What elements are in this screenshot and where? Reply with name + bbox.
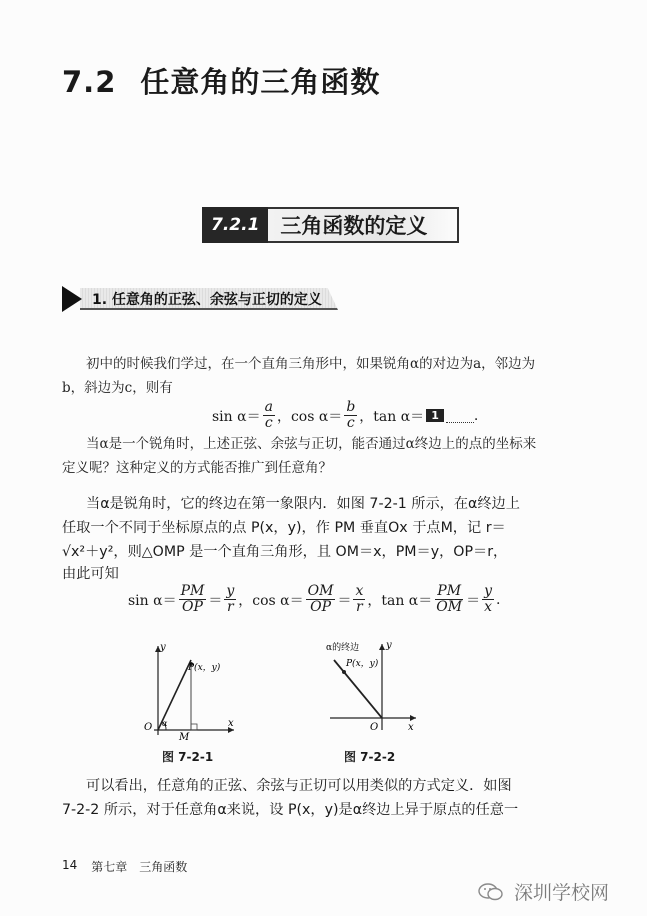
f2-cos-d2: r bbox=[356, 599, 363, 615]
fig2-label-o: O bbox=[370, 722, 379, 733]
fig1-label-x: x bbox=[228, 718, 234, 729]
f2-tan-d2: x bbox=[484, 599, 492, 615]
fig1-label-o: O bbox=[144, 722, 153, 733]
f2-end: . bbox=[496, 591, 501, 608]
f1-end: . bbox=[473, 407, 479, 424]
intro-line-2: b，斜边为c，则有 bbox=[62, 380, 173, 396]
body-line-1: 当α是锐角时，它的终边在第一象限内．如图 7-2-1 所示，在α终边上 bbox=[86, 496, 520, 512]
fig2-label-p: P(x，y) bbox=[346, 659, 379, 669]
footer-chapter: 第七章 三角函数 bbox=[91, 860, 188, 874]
fig1-label-p: P(x，y) bbox=[188, 663, 221, 673]
f1-sin-den: c bbox=[264, 415, 273, 431]
f2-cos-n2: x bbox=[355, 583, 364, 599]
f1-sin-num: a bbox=[264, 399, 273, 415]
figure-7-2-1-caption: 图 7-2-1 bbox=[162, 750, 214, 764]
answer-blank-1: 1 bbox=[426, 409, 444, 422]
body-line-3: √x²＋y²，则△OMP 是一个直角三角形，且 OM＝x，PM＝y，OP＝r， bbox=[62, 544, 508, 560]
f2-cos-d1: OP bbox=[310, 599, 331, 615]
section-title: 三角函数的定义 bbox=[268, 207, 459, 243]
fig1-label-alpha: α bbox=[162, 719, 168, 728]
f2-eq-2: ＝ bbox=[337, 592, 352, 609]
f1-cos-prefix: ，cos α＝ bbox=[276, 408, 343, 425]
f1-cos-frac bbox=[344, 400, 357, 431]
fig2-label-y: y bbox=[386, 640, 392, 651]
f2-sin-d2: r bbox=[226, 599, 234, 615]
f2-sin-prefix: sin α＝ bbox=[128, 592, 177, 609]
f2-tan-n2: y bbox=[484, 583, 492, 599]
f2-cos-frac-1 bbox=[306, 584, 336, 615]
formula-definition bbox=[128, 584, 500, 615]
conclusion-line-2: 7-2-2 所示，对于任意角α来说，设 P(x，y)是α终边上异于原点的任意一 bbox=[62, 802, 519, 818]
f1-cos-num: b bbox=[346, 399, 356, 415]
formula-basic bbox=[212, 400, 478, 431]
subsection-header bbox=[62, 286, 338, 312]
figure-7-2-1 bbox=[136, 640, 236, 740]
chapter-title bbox=[62, 60, 380, 101]
fig2-point-p bbox=[342, 670, 346, 674]
f2-tan-d1: OM bbox=[436, 599, 463, 615]
conclusion-line-1: 可以看出，任意角的正弦、余弦与正切可以用类似的方式定义．如图 bbox=[86, 778, 512, 794]
watermark bbox=[478, 878, 609, 905]
body-line-2: 任取一个不同于坐标原点的点 P(x，y)，作 PM 垂直Ox 于点M，记 r＝ bbox=[62, 520, 506, 536]
fig2-x-arrow-icon bbox=[410, 715, 416, 721]
answer-blank-dots bbox=[446, 409, 474, 423]
f2-sin-n2: y bbox=[226, 583, 235, 599]
page-footer bbox=[62, 858, 187, 875]
triangle-marker-icon bbox=[62, 286, 82, 312]
f1-cos-den: c bbox=[346, 415, 355, 431]
figure-7-2-2 bbox=[320, 638, 420, 740]
fig2-label-x: x bbox=[408, 722, 414, 733]
f2-cos-n1: OM bbox=[307, 583, 334, 599]
f2-tan-frac-2 bbox=[482, 584, 494, 615]
fig1-label-m: M bbox=[179, 732, 190, 740]
chapter-number: 7.2 bbox=[62, 65, 117, 99]
fig2-y-arrow-icon bbox=[379, 644, 385, 650]
figure-7-2-2-caption: 图 7-2-2 bbox=[344, 750, 396, 764]
question-line-2: 定义呢？这种定义的方式能否推广到任意角？ bbox=[62, 460, 332, 476]
subsection-title: 1. 任意角的正弦、余弦与正切的定义 bbox=[92, 292, 322, 308]
f2-eq-3: ＝ bbox=[466, 592, 481, 609]
f2-cos-prefix: ，cos α＝ bbox=[238, 592, 304, 609]
section-badge bbox=[202, 207, 459, 243]
body-line-4: 由此可知 bbox=[62, 566, 119, 582]
intro-line-1: 初中的时候我们学过，在一个直角三角形中，如果锐角α的对边为a，邻边为 bbox=[86, 356, 536, 372]
f2-sin-frac-1 bbox=[179, 584, 207, 615]
f1-sin-prefix: sin α＝ bbox=[212, 408, 261, 425]
watermark-text: 深圳学校网 bbox=[514, 882, 610, 904]
f2-tan-n1: PM bbox=[437, 583, 462, 599]
f1-tan-prefix: ，tan α＝ bbox=[359, 408, 425, 425]
chapter-name: 任意角的三角函数 bbox=[140, 65, 381, 99]
f1-sin-frac bbox=[263, 400, 275, 431]
f2-tan-frac-1 bbox=[434, 584, 464, 615]
wechat-icon bbox=[478, 882, 504, 902]
f2-tan-prefix: ，tan α＝ bbox=[367, 592, 433, 609]
section-number: 7.2.1 bbox=[202, 207, 268, 243]
f2-eq-1: ＝ bbox=[208, 592, 223, 609]
question-line-1: 当α是一个锐角时，上述正弦、余弦与正切，能否通过α终边上的点的坐标来 bbox=[86, 436, 537, 452]
fig2-label-side: α的终边 bbox=[326, 643, 360, 653]
fig1-right-angle-mark bbox=[191, 724, 197, 730]
f2-sin-frac-2 bbox=[224, 584, 236, 615]
f2-cos-frac-2 bbox=[353, 584, 365, 615]
f2-sin-d1: OP bbox=[182, 599, 203, 615]
fig1-label-y: y bbox=[160, 642, 166, 653]
f2-sin-n1: PM bbox=[180, 583, 205, 599]
page-number: 14 bbox=[62, 858, 78, 872]
